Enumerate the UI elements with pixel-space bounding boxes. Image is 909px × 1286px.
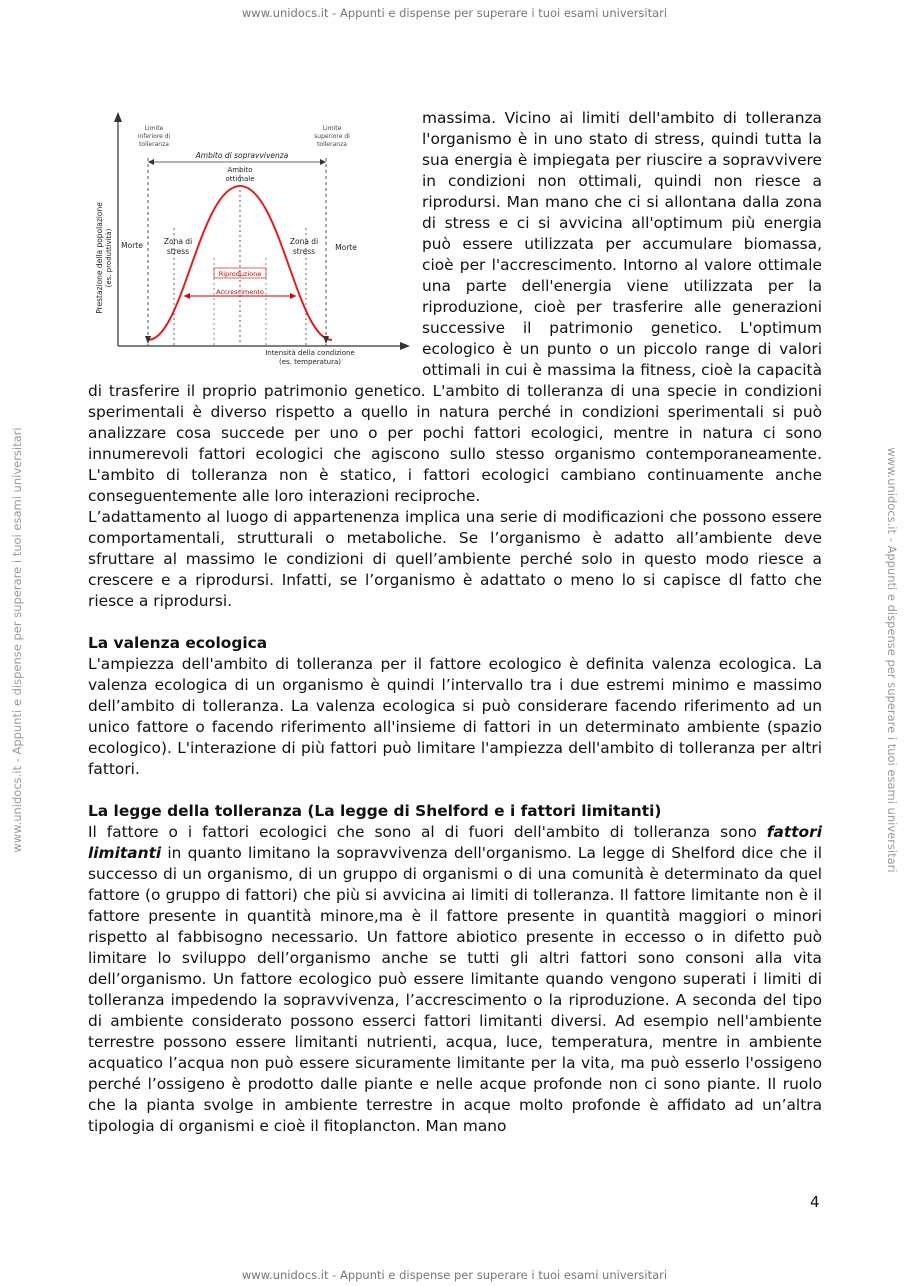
heading-ecological-valence: La valenza ecologica	[88, 634, 268, 652]
stress-right-label-1: Zona di	[289, 237, 319, 246]
survival-arrow-left	[148, 159, 154, 165]
lower-limit-label-1: Limite	[144, 125, 164, 132]
growth-arrow-right	[290, 293, 296, 299]
survival-range-label: Ambito di sopravvivenza	[195, 151, 289, 160]
x-axis-arrow	[400, 342, 410, 350]
right-side-watermark: www.unidocs.it - Appunti e dispense per superare i tuoi esami universitari	[885, 447, 899, 873]
stress-left-label-2: stress	[166, 247, 190, 256]
paragraph-tolerance: massima. Vicino ai limiti dell'ambito di tolleranza l'organismo è in uno stato di stress, quindi tutta la sua energia è impiegata per riuscire a sopravvivere in condizioni non ottimali, quindi non riesce a riprodursi. Man mano che ci si allontana dalla zona di stress e ci si avvicina all'optimum più energia può essere utilizzata per accumulare biomassa, cioè per l'accrescimento. Intorno al valore ottimale una parte dell'energia viene utilizzata per la riproduzione, cioè per trasferire alle generazioni successive il patrimonio genetico. L'optimum ecologico è un punto o un piccolo range di valori ottimali in cui è massima la fitness, cioè la capacità di trasferire il proprio patrimonio genetico. L'ambito di tolleranza di una specie in condizioni sperimentali è diverso rispetto a quello in natura perché in condizioni sperimentali si può analizzare cosa succede per uno o per pochi fattori ecologici, mentre in natura ci sono innumerevoli fattori ecologici che agiscono sullo stesso organismo contemporaneamente. L'ambito di tolleranza non è statico, i fattori ecologici cambiano continuamente anche conseguentemente alle loro interazioni reciproche.	[88, 109, 822, 505]
y-axis-sublabel: (es. produttività)	[105, 228, 113, 288]
optimum-label-1: Ambito	[227, 166, 253, 174]
stress-left-label-1: Zona di	[163, 237, 193, 246]
death-left-label: Morte	[121, 241, 143, 250]
y-axis-arrow	[114, 112, 122, 122]
x-axis-sublabel: (es. temperatura)	[278, 358, 342, 366]
text-run: in quanto limitano la sopravvivenza dell'organismo. La legge di Shelford dice che il successo di un organismo, di un gruppo di organismi o di una comunità è determinato da quel fattore (o gruppo di fattori) che più si avvicina ai limiti di tolleranza. Il fattore limitante non è il fattore presente in quantità minore,ma è il fattore presente in quantità maggiori o minori rispetto al fabbisogno necessario. Un fattore abiotico presente in eccesso o in difetto può limitare lo sviluppo dell’organismo anche se tutti gli altri fattori sono consoni alla vita dell’organismo. Un fattore ecologico può essere limitante quando vengono superati i limiti di tolleranza impedendo la sopravvivenza, l’accrescimento o la riproduzione. A seconda del tipo di ambiente considerato possono esserci fattori limitanti diversi. Ad esempio nell'ambiente terrestre possono essere limitanti nutrienti, acqua, luce, temperatura, mentre in ambiente acquatico l’acqua non può essere sicuramente limitante per la vita, ma può esserlo l'ossigeno perché l’ossigeno è prodotto dalle piante e nelle acque profonde non ci sono piante. Il ruolo che la pianta svolge in ambiente terrestre in acque molto profonde è affidato ad un’altra tipologia di organismi e cioè il fitoplancton. Man mano	[88, 844, 822, 1135]
paragraph-adaptation: L’adattamento al luogo di appartenenza implica una serie di modificazioni che possono essere comportamentali, strutturali o metaboliche. Se l’organismo è adatto all’ambiente deve sfruttare al massimo le condizioni di quell’ambiente perché solo in questo modo riesce a crescere e a riprodursi. Infatti, se l’organismo è adattato o meno lo si capisce dl fatto che riesce a riprodursi.	[88, 508, 822, 610]
header-watermark: www.unidocs.it - Appunti e dispense per superare i tuoi esami universitari	[241, 6, 668, 20]
upper-limit-label-2: superiore di	[314, 133, 350, 140]
page-number: 4	[810, 1193, 820, 1211]
spacer	[88, 612, 822, 633]
document-body	[88, 108, 822, 1137]
emphasis-limiting-factors: fattori limitanti	[88, 823, 822, 862]
growth-arrow-left	[184, 293, 190, 299]
lower-limit-label-2: inferiore di	[137, 133, 171, 140]
optimum-label-2: ottimale	[225, 175, 255, 183]
upper-limit-label-3: tolleranza	[317, 141, 347, 148]
death-right-label: Morte	[335, 243, 357, 252]
paragraph-valence: L'ampiezza dell'ambito di tolleranza per il fattore ecologico è definita valenza ecologica. La valenza ecologica di un organismo è quindi l’intervallo tra i due estremi minimo e massimo dell’ambito di tolleranza. La valenza ecologica si può considerare facendo riferimento ad un unico fattore o facendo riferimento all'insieme di fattori in un determinato ambiente (spazio ecologico). L'interazione di più fattori può limitare l'ampiezza dell'ambito di tolleranza per altri fattori.	[88, 655, 822, 778]
upper-limit-label-1: Limite	[322, 125, 342, 132]
y-axis-label: Prestazione della popolazione	[95, 202, 104, 314]
reproduction-label: Riproduzione	[218, 270, 262, 278]
stress-right-label-2: stress	[292, 247, 316, 256]
tolerance-curve-diagram	[88, 108, 414, 370]
text-run: Il fattore o i fattori ecologici che sono al di fuori dell'ambito di tolleranza sono	[88, 823, 767, 841]
spacer	[88, 780, 822, 801]
heading-tolerance-law: La legge della tolleranza (La legge di Shelford e i fattori limitanti)	[88, 802, 662, 820]
paragraph-limiting-factors	[88, 822, 822, 1137]
left-side-watermark: www.unidocs.it - Appunti e dispense per superare i tuoi esami universitari	[10, 427, 24, 853]
lower-limit-label-3: tolleranza	[139, 141, 169, 148]
x-axis-label: Intensità della condizione	[265, 349, 355, 357]
survival-arrow-right	[320, 159, 326, 165]
tolerance-figure	[88, 108, 414, 370]
footer-watermark: www.unidocs.it - Appunti e dispense per superare i tuoi esami universitari	[241, 1268, 668, 1282]
growth-label: Accrescimento	[216, 288, 264, 296]
